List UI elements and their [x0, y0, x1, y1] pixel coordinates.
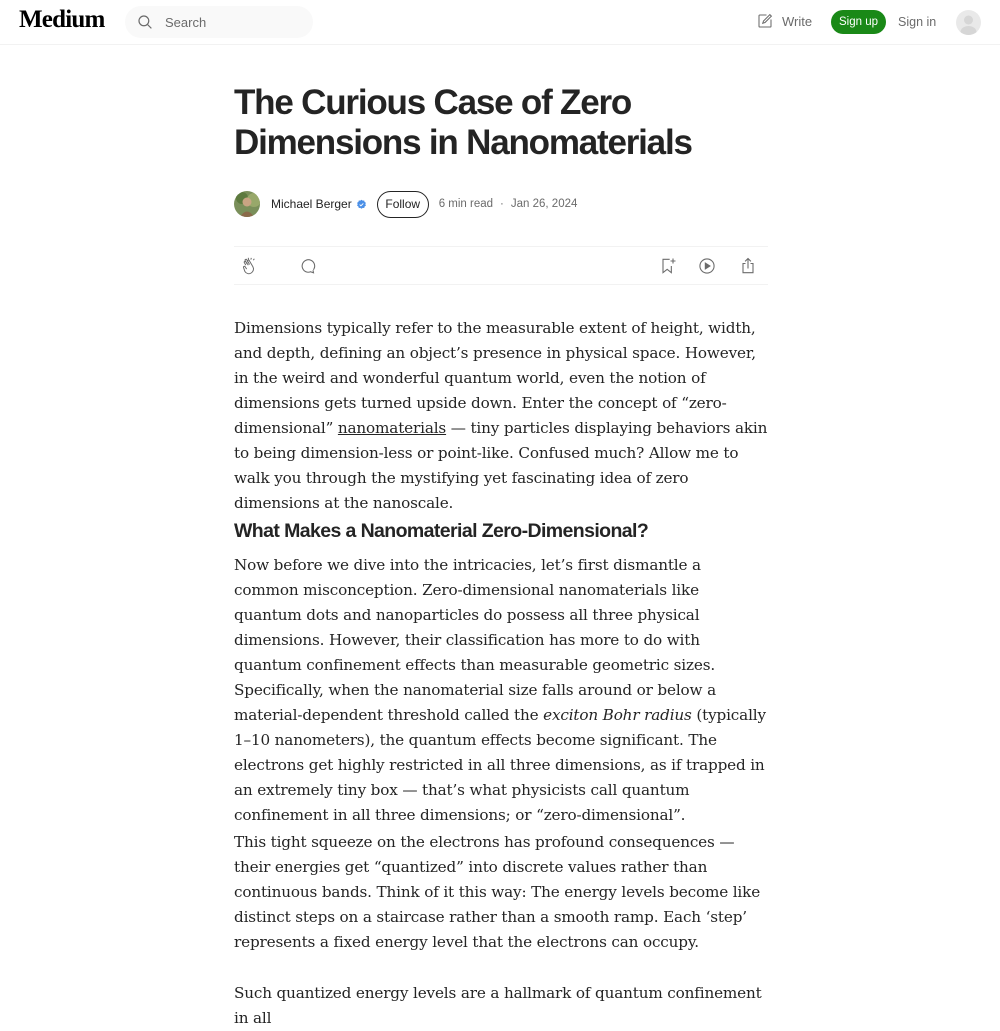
follow-button[interactable]: Follow: [377, 191, 429, 218]
author-photo: [234, 191, 260, 217]
search-input[interactable]: [163, 14, 297, 31]
title-line-2: Dimensions in Nanomaterials: [234, 123, 692, 162]
article-action-bar: [234, 246, 768, 285]
paragraph-3: This tight squeeze on the electrons has profound consequences — their energies get “quantized” into discrete values rather than continuous bands. Think of it this way: The energy levels become like distinct steps on a staircase rather than a smooth ramp. Each ‘step’ represents a fixed energy level that the electrons can occupy.: [234, 833, 761, 951]
title-line-1: The Curious Case of Zero: [234, 83, 632, 122]
comment-icon[interactable]: [298, 256, 318, 276]
publish-date: Jan 26, 2024: [510, 198, 578, 210]
section-heading: What Makes a Nanomaterial Zero-Dimensional?: [234, 520, 649, 542]
medium-logo[interactable]: Medium: [19, 6, 105, 33]
exciton-bohr-radius-term: exciton Bohr radius: [543, 706, 692, 724]
article-title: [234, 83, 768, 163]
paragraph-1: [234, 316, 768, 516]
top-navigation-bar: [0, 0, 1000, 45]
author-name[interactable]: Michael Berger: [271, 197, 352, 211]
clap-icon[interactable]: [240, 256, 260, 276]
verified-icon: [356, 199, 367, 210]
share-icon[interactable]: [738, 256, 758, 276]
write-label: Write: [782, 13, 813, 29]
paragraph-2: [234, 553, 768, 828]
write-button[interactable]: [756, 12, 812, 30]
paragraph-1-text-a: Dimensions typically refer to the measurable extent of height, width, and depth, defining an object’s presence in physical space. However, in the weird and wonderful quantum world, even the notion of dimensions gets turned upside down. Enter the concept of “zero-dimensional”: [234, 319, 756, 437]
author-bar: [234, 190, 768, 218]
play-icon[interactable]: [697, 256, 717, 276]
bookmark-icon[interactable]: [658, 256, 678, 276]
paragraph-2-text-b: (typically 1–10 nanometers), the quantum effects become significant. The electrons get highly restricted in all three dimensions, as if trapped in an extremely tiny box — that’s what physicists call quantum confinement in all three dimensions; or “zero-dimensional”.: [234, 706, 766, 824]
search-icon: [136, 13, 154, 31]
user-avatar[interactable]: [956, 10, 981, 35]
search-box[interactable]: [125, 6, 313, 38]
paragraph-1-text-b: — tiny particles displaying behaviors akin to being dimension-less or point-like. Confused much? Allow me to walk you through the mystifying yet fascinating idea of zero dimensions at the nanoscale.: [234, 419, 768, 512]
meta-separator: ·: [500, 198, 504, 210]
read-time: 6 min read: [438, 198, 494, 210]
sign-in-link[interactable]: Sign in: [898, 15, 937, 29]
sign-up-button[interactable]: Sign up: [831, 10, 886, 34]
author-avatar[interactable]: [234, 191, 260, 217]
write-icon: [756, 12, 774, 30]
paragraph-2-text-a: Now before we dive into the intricacies, let’s first dismantle a common misconception. Zero-dimensional nanomaterials like quantum dots and nanoparticles do possess all three physical dimensions. However, their classification has more to do with quantum confinement effects than measurable geometric sizes. Specifically, when the nanomaterial size falls around or below a material-dependent threshold called the: [234, 556, 716, 724]
nanomaterials-link[interactable]: nanomaterials: [337, 419, 447, 437]
paragraph-4: Such quantized energy levels are a hallmark of quantum confinement in all: [234, 984, 762, 1027]
avatar-placeholder-icon: [956, 10, 981, 35]
